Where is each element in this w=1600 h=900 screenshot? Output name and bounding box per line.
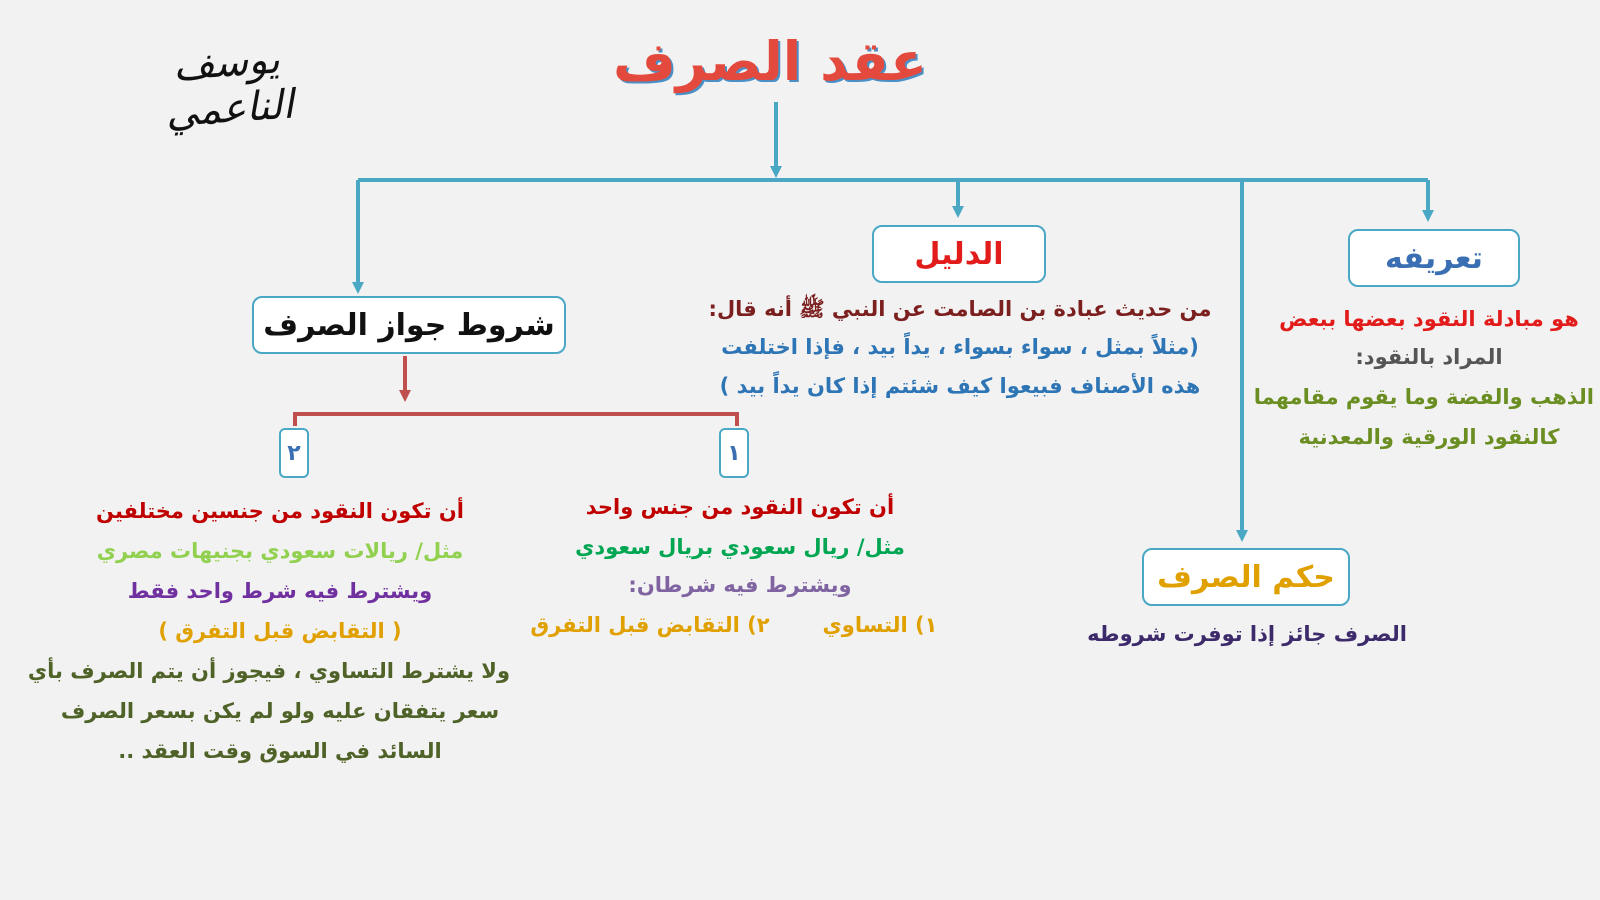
page-title: عقد الصرف	[612, 30, 928, 93]
conditions-branch-line	[295, 414, 737, 426]
ruling-heading-box	[1142, 548, 1350, 606]
definition-heading-box	[1348, 229, 1520, 287]
signature: يوسف الناعمي	[164, 36, 295, 137]
conditions-heading: شروط جواز الصرف	[263, 307, 555, 343]
case-1-item-2: ٢) التقابض قبل التفرق	[530, 613, 770, 637]
ruling-line-1: الصرف جائز إذا توفرت شروطه	[1087, 622, 1407, 646]
case-1-line-1: أن تكون النقود من جنس واحد	[585, 495, 895, 519]
evidence-line-2: (مثلاً بمثل ، سواء بسواء ، يداً بيد ، فإذا اختلفت	[721, 335, 1199, 359]
case-2-line-7: السائد في السوق وقت العقد ..	[118, 739, 442, 763]
evidence-heading-box	[872, 225, 1046, 283]
case-1-line-2: مثل/ ريال سعودي بريال سعودي	[575, 535, 905, 559]
ruling-heading: حكم الصرف	[1157, 559, 1335, 595]
case-2-line-5: ولا يشترط التساوي ، فيجوز أن يتم الصرف بأي	[27, 659, 510, 683]
case-2-number-box	[279, 428, 309, 478]
case-1-item-1: ١) التساوي	[822, 613, 938, 637]
definition-heading: تعريفه	[1385, 240, 1483, 276]
case-1-line-3: ويشترط فيه شرطان:	[628, 573, 852, 597]
case-2-number: ٢	[287, 440, 301, 466]
case-1-number: ١	[727, 440, 741, 466]
conditions-heading-box	[252, 296, 566, 354]
definition-line-3: الذهب والفضة وما يقوم مقامهما	[1253, 385, 1594, 409]
case-2-line-6: سعر يتفقان عليه ولو لم يكن بسعر الصرف	[60, 699, 500, 723]
case-1-number-box	[719, 428, 749, 478]
definition-line-2: المراد بالنقود:	[1355, 345, 1503, 369]
case-2-line-3: ويشترط فيه شرط واحد فقط	[127, 579, 433, 603]
definition-line-1: هو مبادلة النقود بعضها ببعض	[1279, 307, 1579, 331]
evidence-line-1: من حديث عبادة بن الصامت عن النبي ﷺ أنه قال:	[708, 297, 1212, 321]
case-2-line-1: أن تكون النقود من جنسين مختلفين	[96, 499, 464, 523]
definition-line-4: كالنقود الورقية والمعدنية	[1298, 425, 1560, 449]
case-2-line-4: ( التقابض قبل التفرق )	[158, 619, 402, 643]
evidence-heading: الدليل	[914, 236, 1004, 272]
evidence-line-3: هذه الأصناف فبيعوا كيف شئتم إذا كان يداً بيد )	[719, 374, 1201, 398]
case-2-line-2: مثل/ ريالات سعودي بجنيهات مصري	[96, 539, 464, 563]
